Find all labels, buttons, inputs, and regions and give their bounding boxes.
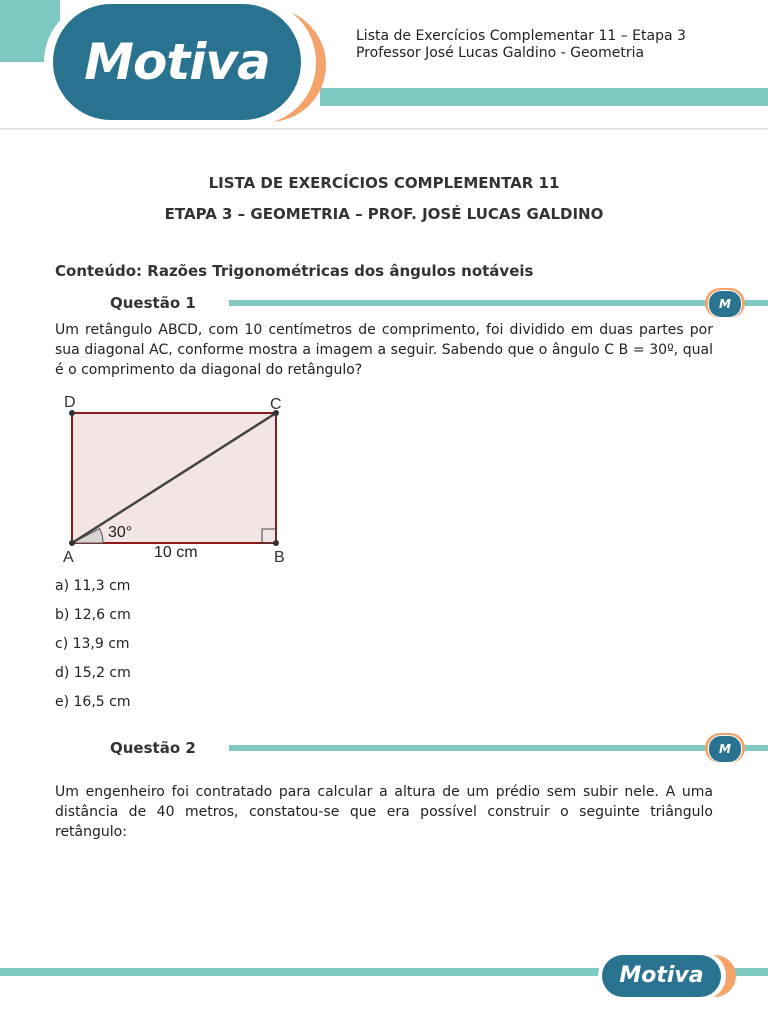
option-c: c) 13,9 cm xyxy=(55,636,130,652)
angle-label: 30° xyxy=(108,524,133,541)
vertex-a-label: A xyxy=(63,549,74,566)
document-subtitle: ETAPA 3 – GEOMETRIA – PROF. JOSÉ LUCAS GALDINO xyxy=(164,205,604,223)
rectangle-figure xyxy=(55,390,305,570)
vertex-b-dot xyxy=(273,540,279,546)
logo-text: Motiva xyxy=(84,33,270,91)
footer-logo: Motiva xyxy=(602,955,721,997)
option-a: a) 11,3 cm xyxy=(55,578,131,594)
header-info xyxy=(356,28,686,62)
vertex-c-label: C xyxy=(270,396,282,413)
vertex-a-dot xyxy=(69,540,75,546)
header-line-1: Lista de Exercícios Complementar 11 – Etapa 3 xyxy=(356,28,686,44)
question-2-badge xyxy=(705,733,745,763)
header-divider xyxy=(0,128,768,130)
document-title: LISTA DE EXERCÍCIOS COMPLEMENTAR 11 xyxy=(208,174,560,192)
side-length-label: 10 cm xyxy=(154,544,198,561)
question-2-bar xyxy=(229,745,768,751)
header-line-2: Professor José Lucas Galdino - Geometria xyxy=(356,45,645,61)
question-2-text: Um engenheiro foi contratado para calcular a altura de um prédio sem subir nele. A uma distância de 40 metros, constatou-se que era possível construir o seguinte triângulo retângulo: xyxy=(55,784,713,840)
content-heading: Conteúdo: Razões Trigonométricas dos ângulos notáveis xyxy=(55,262,534,280)
option-b: b) 12,6 cm xyxy=(55,607,131,623)
question-1-label: Questão 1 xyxy=(110,294,196,312)
option-e: e) 16,5 cm xyxy=(55,694,131,710)
question-2-badge-icon: M xyxy=(708,735,742,763)
question-1-text: Um retângulo ABCD, com 10 centímetros de comprimento, foi dividido em duas partes por sua diagonal AC, conforme mostra a imagem a seguir. Sabendo que o ângulo C B = 30º, qual é o comprimento da diagonal do retângulo? xyxy=(55,322,713,378)
question-2-label: Questão 2 xyxy=(110,739,196,757)
vertex-b-label: B xyxy=(274,549,285,566)
question-1-bar xyxy=(229,300,768,306)
vertex-d-label: D xyxy=(64,394,76,411)
question-1-badge xyxy=(705,288,745,318)
question-1-badge-icon: M xyxy=(708,290,742,318)
option-d: d) 15,2 cm xyxy=(55,665,131,681)
header-band-right xyxy=(320,88,768,106)
